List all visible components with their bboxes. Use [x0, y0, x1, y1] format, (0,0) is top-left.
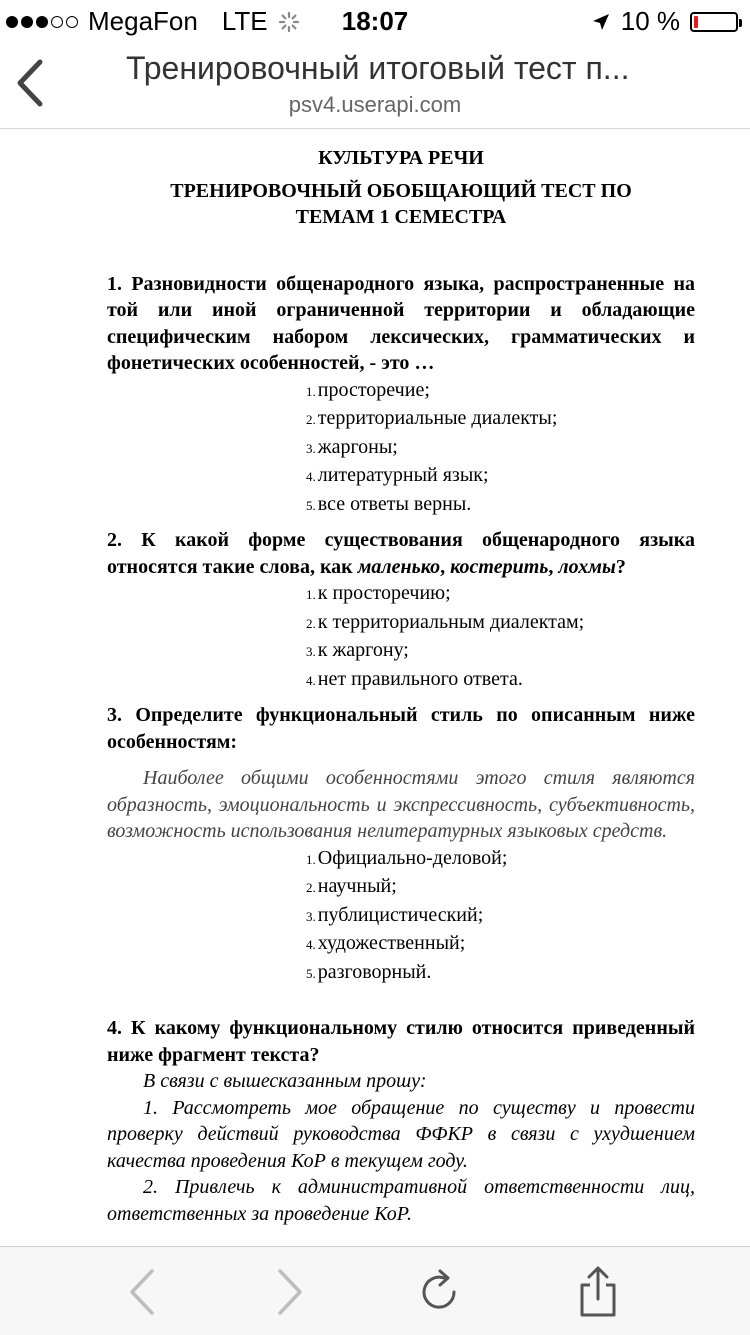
- option: 4. художественный;: [306, 932, 466, 954]
- doc-title: КУЛЬТУРА РЕЧИ: [318, 147, 484, 169]
- question-1: 1. Разновидности общенародного языка, распространенные на той или иной ограниченной территории и обладающие специфическим набором лексических, грамматических и фонетических особенностей, - это …: [107, 272, 695, 374]
- option: 4. нет правильного ответа.: [306, 667, 523, 690]
- question-3-description: Наиболее общими особенностями этого стиля являются образность, эмоциональность и экспрессивность, субъективность, возможность использования нелитературных языковых средств.: [107, 767, 695, 842]
- option: 1. Официально-деловой;: [306, 846, 508, 869]
- option: 2. территориальные диалекты;: [306, 407, 558, 429]
- browser-header: [0, 40, 750, 129]
- option: 3. публицистический;: [306, 903, 484, 926]
- question-4-line: 2. Привлечь к административной ответственности лиц, ответственных за проведение КоР.: [107, 1176, 695, 1225]
- question-4-line: В связи с вышесказанным прошу:: [143, 1070, 427, 1092]
- option: 5. разговорный.: [306, 960, 432, 983]
- document-body: [107, 145, 695, 1227]
- back-icon[interactable]: [114, 1265, 174, 1319]
- question-4-line: 1. Рассмотреть мое обращение по существу и провести проверку действий руководства ФФКР в связи с ухудшением качества проведения КоР в текущем году.: [107, 1096, 695, 1172]
- question-3-options: [306, 845, 695, 988]
- battery-percent: 10 %: [620, 6, 680, 36]
- option: 5. все ответы верны.: [306, 492, 472, 515]
- carrier-name: MegaFon: [88, 6, 198, 36]
- option: 4. литературный язык;: [306, 464, 489, 486]
- question-2: 2. К какой форме существования общенародного языка относятся такие слова, как маленько, костерить, лохмы?: [107, 529, 695, 578]
- page-title: Тренировочный итоговый тест п...: [126, 50, 630, 86]
- location-arrow-icon: [591, 12, 611, 32]
- option: 2. научный;: [306, 875, 397, 897]
- option: 3. к жаргону;: [306, 639, 409, 661]
- option: 3. жаргоны;: [306, 435, 398, 458]
- network-type: LTE: [221, 6, 268, 36]
- status-right: [591, 6, 738, 37]
- question-4: 4. К какому функциональному стилю относится приведенный ниже фрагмент текста?: [107, 1017, 695, 1066]
- browser-toolbar: [0, 1246, 750, 1335]
- question-1-options: [306, 377, 695, 520]
- option: 1. к просторечию;: [306, 582, 451, 604]
- option: 1. просторечие;: [306, 378, 430, 401]
- doc-subtitle: ТРЕНИРОВОЧНЫЙ ОБОБЩАЮЩИЙ ТЕСТ ПО ТЕМАМ 1 СЕМЕСТРА: [170, 179, 632, 228]
- forward-icon[interactable]: [258, 1265, 318, 1319]
- battery-icon: [690, 12, 738, 32]
- status-time: 18:07: [341, 6, 409, 36]
- question-3: 3. Определите функциональный стиль по описанным ниже особенностям:: [107, 704, 695, 753]
- share-icon[interactable]: [568, 1265, 628, 1319]
- question-2-options: [306, 580, 695, 694]
- option: 2. к территориальным диалектам;: [306, 610, 585, 633]
- reload-icon[interactable]: [410, 1265, 470, 1319]
- page-url[interactable]: psv4.userapi.com: [288, 92, 462, 117]
- status-bar: [0, 0, 750, 40]
